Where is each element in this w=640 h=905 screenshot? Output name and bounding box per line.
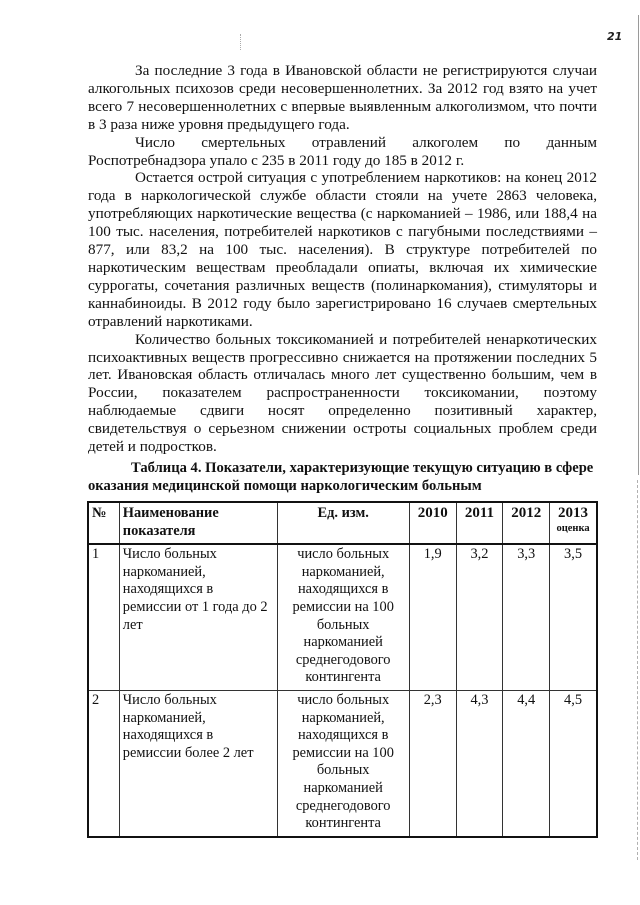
- header-unit: Ед. изм.: [277, 502, 409, 544]
- paragraph: Остается острой ситуация с употреблением наркотиков: на конец 2012 года в наркологической службе области стояли на учете 2863 человека, употребляющих наркотические вещества (с наркоманией – 1986, или 188,4 на 100 тыс. населения, потребителей наркотиков с пагубными последствиями – 877, или 83,2 на 100 тыс. населения). В структуре потребителей по наркотическим веществам преобладали опиаты, включая их химические суррогаты, сочетания различных веществ (полинаркомания), стимуляторы и каннабиноиды. В 2012 году было зарегистрировано 16 случаев смертельных отравлений наркотиками.: [88, 169, 597, 330]
- scan-edge-line: [638, 15, 639, 475]
- header-2013-note: оценка: [556, 522, 590, 534]
- indicators-table: [87, 501, 598, 838]
- table-header-row: [88, 502, 597, 544]
- paragraph: За последние 3 года в Ивановской области не регистрируются случаи алкогольных психозов среди несовершеннолетних. За 2012 год взято на учет всего 7 несовершеннолетних с впервые выявленным алкоголизмом, что почти в 3 раза ниже уровня предыдущего года.: [88, 62, 597, 133]
- cell-2012: 3,3: [503, 544, 550, 690]
- scan-artifact: [240, 34, 242, 50]
- cell-unit: число больных наркоманией, находящихся в ремиссии на 100 больных наркоманией среднегодового контингента: [277, 690, 409, 836]
- paragraph: Число смертельных отравлений алкоголем по данным Роспотребнадзора упало с 235 в 2011 году до 185 в 2012 г.: [88, 133, 597, 169]
- cell-2012: 4,4: [503, 690, 550, 836]
- cell-name: Число больных наркоманией, находящихся в ремиссии более 2 лет: [119, 690, 277, 836]
- table-row: [88, 690, 597, 836]
- header-2011: 2011: [456, 502, 503, 544]
- header-2013-year: 2013: [558, 505, 589, 521]
- cell-2010: 1,9: [409, 544, 456, 690]
- cell-2011: 3,2: [456, 544, 503, 690]
- cell-unit: число больных наркоманией, находящихся в ремиссии на 100 больных наркоманией среднегодового контингента: [277, 544, 409, 690]
- cell-2011: 4,3: [456, 690, 503, 836]
- header-num: №: [88, 502, 119, 544]
- header-2013: [550, 502, 597, 544]
- header-2012: 2012: [503, 502, 550, 544]
- table-caption: Таблица 4. Показатели, характеризующие текущую ситуацию в сфере оказания медицинской помощи наркологическим больным: [88, 460, 594, 494]
- cell-2010: 2,3: [409, 690, 456, 836]
- cell-num: 2: [88, 690, 119, 836]
- scan-edge-line: [637, 480, 639, 860]
- header-name: Наименование показателя: [119, 502, 277, 544]
- header-2010: 2010: [409, 502, 456, 544]
- cell-2013: 3,5: [550, 544, 597, 690]
- cell-name: Число больных наркоманией, находящихся в ремиссии от 1 года до 2 лет: [119, 544, 277, 690]
- cell-2013: 4,5: [550, 690, 597, 836]
- cell-num: 1: [88, 544, 119, 690]
- table-row: [88, 544, 597, 690]
- body-text: [88, 62, 597, 456]
- page-number: 21: [607, 30, 623, 43]
- paragraph: Количество больных токсикоманией и потребителей ненаркотических психоактивных веществ прогрессивно снижается на протяжении последних 5 лет. Ивановская область отличалась много лет существенно большим, чем в России, показателем распространенности токсикомании, поэтому наблюдаемые сдвиги носят определенно позитивный характер, свидетельствуя о серьезном снижении остроты социальных проблем среди детей и подростков.: [88, 330, 597, 456]
